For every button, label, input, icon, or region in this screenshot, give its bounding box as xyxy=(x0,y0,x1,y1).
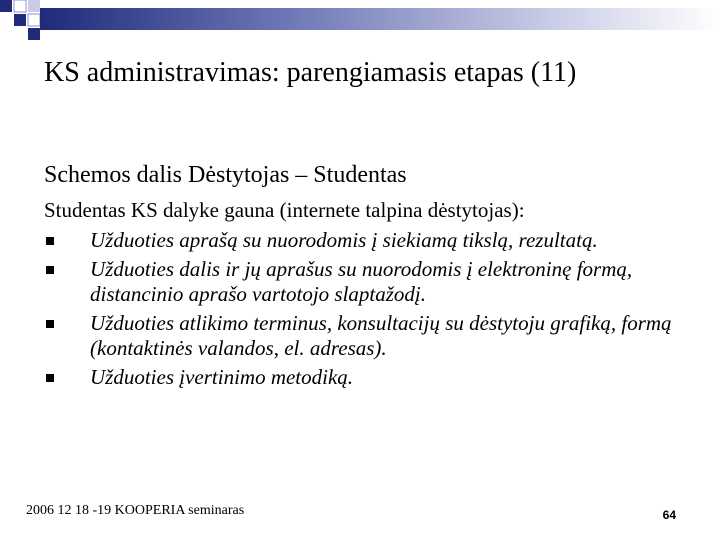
bullet-text: Užduoties aprašą su nuorodomis į siekiamą tikslą, rezultatą. xyxy=(90,228,598,252)
square-bullet-icon xyxy=(46,320,54,328)
footer-text: 2006 12 18 -19 KOOPERIA seminaras xyxy=(26,503,245,518)
bullet-item xyxy=(44,311,704,361)
square-bullet-icon xyxy=(46,374,54,382)
bullet-item xyxy=(44,257,704,307)
bullet-item xyxy=(44,228,704,253)
bullet-item xyxy=(44,365,704,390)
bullet-text: Užduoties įvertinimo metodiką. xyxy=(90,365,354,389)
intro-text: Studentas KS dalyke gauna (internete talpina dėstytojas): xyxy=(44,198,525,222)
page-number: 64 xyxy=(662,508,676,522)
square-bullet-icon xyxy=(46,237,54,245)
header-gradient-bar xyxy=(40,8,720,30)
slide-subtitle: Schemos dalis Dėstytojas – Studentas xyxy=(44,162,407,188)
bullet-text: Užduoties dalis ir jų aprašus su nuorodomis į elektroninę formą, distancinio aprašo vartotojo slaptažodį. xyxy=(90,257,633,306)
slide-title: KS administravimas: parengiamasis etapas (11) xyxy=(44,57,577,88)
square-bullet-icon xyxy=(46,266,54,274)
bullet-text: Užduoties atlikimo terminus, konsultacijų su dėstytoju grafiką, formą (kontaktinės valandos, el. adresas). xyxy=(90,311,672,360)
bullet-list xyxy=(44,228,704,394)
